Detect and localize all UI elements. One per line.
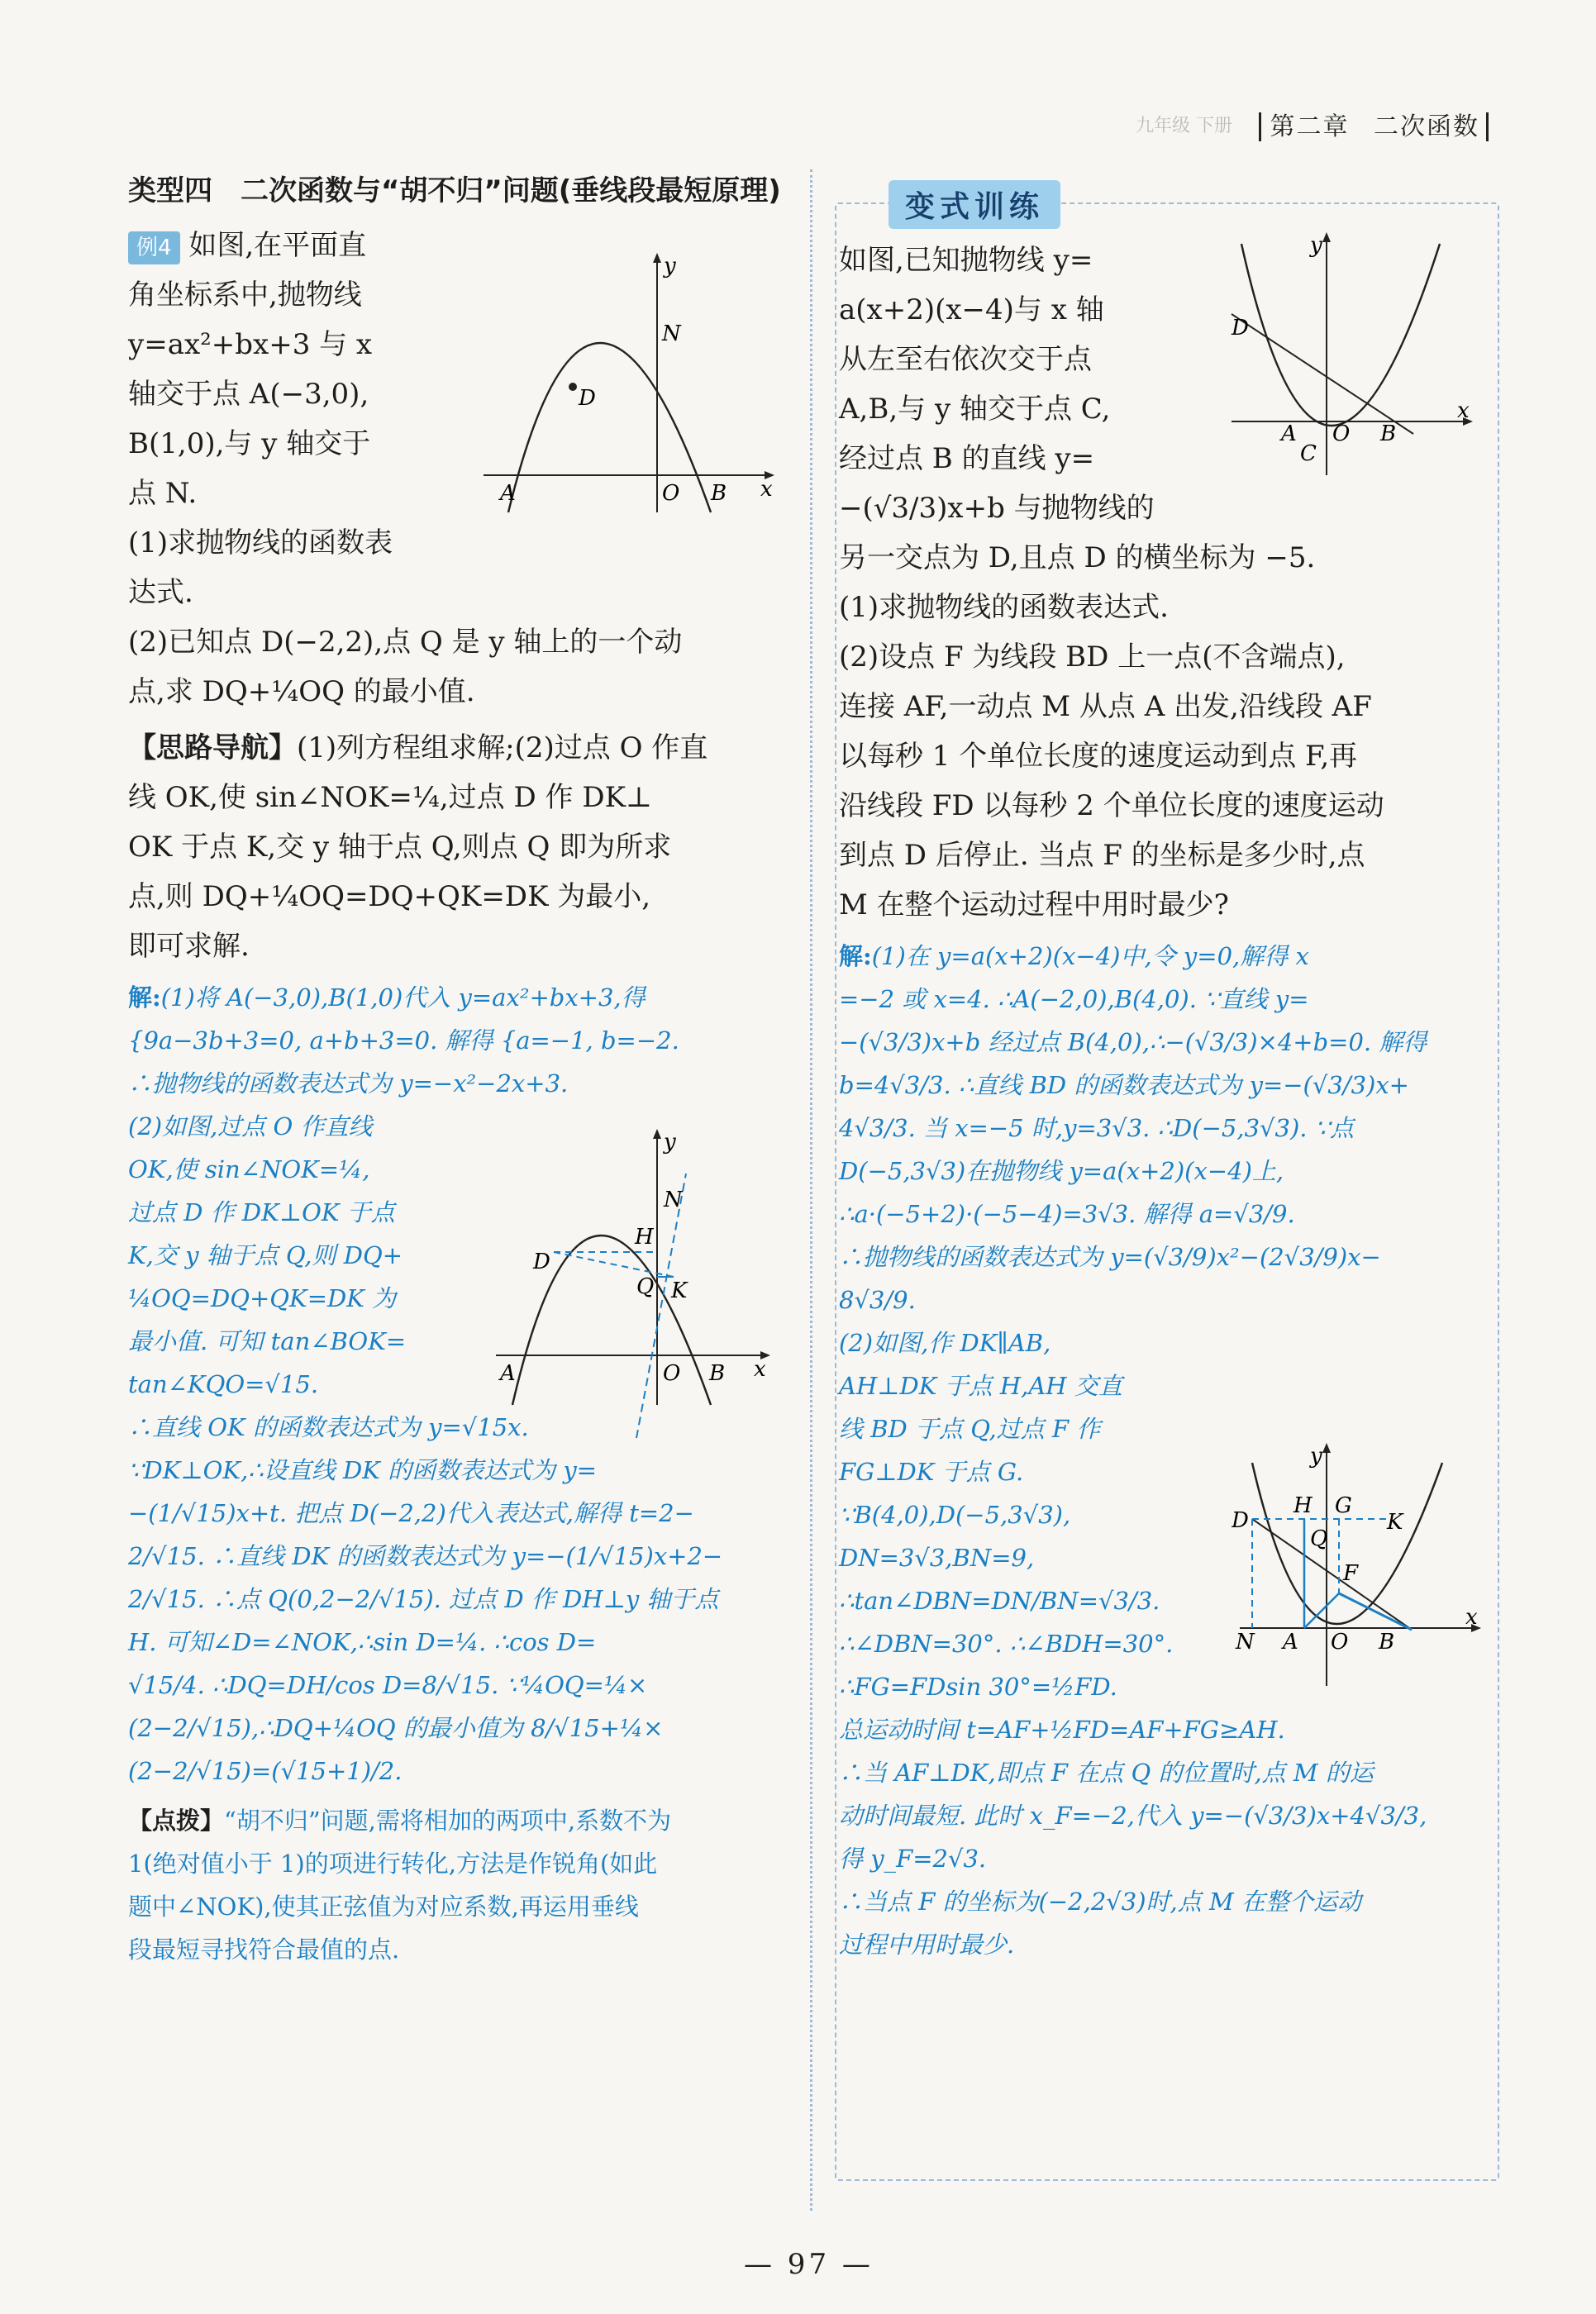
problem-line: 角坐标系中,抛物线 — [128, 279, 362, 312]
fig3-label-B: B — [1380, 421, 1397, 446]
tip-section — [128, 1799, 781, 1971]
fig3-label-O: O — [1332, 421, 1351, 446]
fig2-label-A: A — [500, 1361, 516, 1386]
variant-solution-line: 过程中用时最少. — [839, 1931, 1015, 1959]
variant-problem-line: (1)求抛物线的函数表达式. — [839, 591, 1169, 624]
example-badge: 例4 — [128, 231, 180, 264]
type-title: 类型四 二次函数与“胡不归”问题(垂线段最短原理) — [128, 174, 781, 207]
problem-line: (2)已知点 D(−2,2),点 Q 是 y 轴上的一个动 — [128, 626, 683, 659]
variant-solution-line: −(√3/3)x+b 经过点 B(4,0),∴−(√3/3)×4+b=0. 解得 — [839, 1028, 1427, 1056]
solution-line: ¼OQ=DQ+QK=DK 为 — [128, 1284, 397, 1312]
variant-solution-line: ∵B(4,0),D(−5,3√3), — [839, 1501, 1071, 1529]
figure-2-construction — [488, 1124, 785, 1446]
variant-problem-line: −(√3/3)x+b 与抛物线的 — [839, 492, 1155, 525]
fig2-label-D: D — [533, 1250, 550, 1274]
variant-problem-line: A,B,与 y 轴交于点 C, — [839, 393, 1111, 426]
variant-solution-line: ∴抛物线的函数表达式为 y=(√3/9)x²−(2√3/9)x− — [839, 1243, 1381, 1271]
problem-line: 点,求 DQ+¼OQ 的最小值. — [128, 675, 475, 708]
column-divider — [810, 169, 812, 2211]
tip-line: 段最短寻找符合最值的点. — [128, 1935, 400, 1964]
variant-problem-line: 如图,已知抛物线 y= — [839, 244, 1093, 277]
variant-solution-line: b=4√3/3. ∴直线 BD 的函数表达式为 y=−(√3/3)x+ — [839, 1071, 1409, 1099]
figure-3-parabola — [1223, 227, 1488, 483]
fig4-label-G: G — [1335, 1493, 1352, 1518]
solution-line: ∵DK⊥OK,∴设直线 DK 的函数表达式为 y= — [128, 1456, 598, 1484]
problem-line: B(1,0),与 y 轴交于 — [128, 427, 371, 460]
variant-problem-line: a(x+2)(x−4)与 x 轴 — [839, 293, 1104, 326]
solution-line: 最小值. 可知 tan∠BOK= — [128, 1327, 407, 1355]
fig2-label-B: B — [709, 1361, 726, 1386]
variant-solution-line: ∴∠DBN=30°. ∴∠BDH=30°. — [839, 1630, 1174, 1658]
figure-1-parabola — [475, 248, 789, 521]
solution-line: (2)如图,过点 O 作直线 — [128, 1112, 373, 1140]
variant-solution-line: AH⊥DK 于点 H,AH 交直 — [839, 1372, 1122, 1400]
variant-solution-line: ∴当 AF⊥DK,即点 F 在点 Q 的位置时,点 M 的运 — [839, 1759, 1374, 1787]
variant-solution-line: D(−5,3√3)在抛物线 y=a(x+2)(x−4)上, — [839, 1157, 1284, 1185]
variant-problem-line: 到点 D 后停止. 当点 F 的坐标是多少时,点 — [839, 839, 1365, 872]
solution-line: H. 可知∠D=∠NOK,∴sin D=¼. ∴cos D= — [128, 1628, 597, 1656]
variant-problem-line: 经过点 B 的直线 y= — [839, 442, 1095, 475]
solution-line: tan∠KQO=√15. — [128, 1370, 319, 1398]
variant-problem-line: 沿线段 FD 以每秒 2 个单位长度的速度运动 — [839, 789, 1384, 822]
fig2-label-Q: Q — [636, 1274, 655, 1299]
variant-solution-line: =−2 或 x=4. ∴A(−2,0),B(4,0). ∵直线 y= — [839, 985, 1309, 1013]
solution-line: ∴抛物线的函数表达式为 y=−x²−2x+3. — [128, 1069, 569, 1097]
solution-line: 过点 D 作 DK⊥OK 于点 — [128, 1198, 395, 1226]
fig2-label-x: x — [754, 1357, 766, 1382]
fig1-label-O: O — [662, 481, 680, 506]
variant-problem-line: 从左至右依次交于点 — [839, 343, 1092, 376]
chapter-label: 第二章 — [1259, 112, 1349, 141]
variant-solution-line: ∴当点 F 的坐标为(−2,2√3)时,点 M 在整个运动 — [839, 1888, 1361, 1916]
problem-line: 点 N. — [128, 477, 198, 510]
variant-solution-line: 得 y_F=2√3. — [839, 1845, 987, 1873]
variant-problem-line: M 在整个运动过程中用时最少? — [839, 888, 1229, 921]
fig3-label-A: A — [1281, 421, 1297, 446]
guide-line: 点,则 DQ+¼OQ=DQ+QK=DK 为最小, — [128, 880, 651, 913]
fig2-label-K: K — [671, 1278, 688, 1303]
fig4-label-y: y — [1310, 1444, 1322, 1469]
fig1-label-A: A — [500, 481, 516, 506]
fig4-label-x: x — [1465, 1605, 1478, 1630]
variant-solution-line: DN=3√3,BN=9, — [839, 1544, 1035, 1572]
guide-line: 即可求解. — [128, 930, 250, 963]
fig1-label-D: D — [579, 386, 596, 411]
fig3-label-x: x — [1457, 398, 1470, 423]
fig3-label-y: y — [1310, 233, 1322, 258]
solution-line: (1)将 A(−3,0),B(1,0)代入 y=ax²+bx+3,得 — [160, 983, 646, 1012]
fig1-label-y: y — [664, 254, 676, 279]
guide-line: OK 于点 K,交 y 轴于点 Q,则点 Q 即为所求 — [128, 831, 672, 864]
problem-line: 达式. — [128, 576, 193, 609]
solution-line: ∴直线 OK 的函数表达式为 y=√15x. — [128, 1413, 529, 1441]
solution-line: (2−2/√15),∴DQ+¼OQ 的最小值为 8/√15+¼× — [128, 1714, 664, 1742]
fig4-label-K: K — [1387, 1510, 1403, 1535]
variant-solution-line: ∴a·(−5+2)·(−5−4)=3√3. 解得 a=√3/9. — [839, 1200, 1295, 1228]
variant-problem-line: 以每秒 1 个单位长度的速度运动到点 F,再 — [839, 740, 1358, 773]
solution-line: −(1/√15)x+t. 把点 D(−2,2)代入表达式,解得 t=2− — [128, 1499, 694, 1527]
guide-label: 【思路导航】 — [128, 731, 297, 764]
variant-solution-line: 动时间最短. 此时 x_F=−2,代入 y=−(√3/3)x+4√3/3, — [839, 1802, 1427, 1830]
variant-solution-line: FG⊥DK 于点 G. — [839, 1458, 1024, 1486]
variant-solution-line: (2)如图,作 DK∥AB, — [839, 1329, 1051, 1357]
variant-solution-line: 8√3/9. — [839, 1286, 916, 1314]
chapter-title: 二次函数 — [1374, 112, 1489, 141]
chapter-header — [1259, 106, 1489, 142]
fig1-label-B: B — [711, 481, 727, 506]
solution-line: {9a−3b+3=0, a+b+3=0. 解得 {a=−1, b=−2. — [128, 1026, 679, 1055]
fig1-label-N: N — [662, 321, 681, 346]
fig4-label-N: N — [1236, 1630, 1255, 1655]
variant-solution-line: 总运动时间 t=AF+½FD=AF+FG≥AH. — [839, 1716, 1285, 1744]
variant-solution-label: 解: — [839, 942, 872, 970]
problem-line: 如图,在平面直 — [188, 229, 367, 262]
solution-line: (2−2/√15)=(√15+1)/2. — [128, 1757, 403, 1785]
problem-line: y=ax²+bx+3 与 x — [128, 328, 373, 361]
fig3-label-D: D — [1232, 316, 1249, 340]
tip-line: 1(绝对值小于 1)的项进行转化,方法是作锐角(如此 — [128, 1850, 658, 1878]
tip-line: “胡不归”问题,需将相加的两项中,系数不为 — [224, 1807, 672, 1835]
variant-solution-line: 线 BD 于点 Q,过点 F 作 — [839, 1415, 1101, 1443]
solution-line: √15/4. ∴DQ=DH/cos D=8/√15. ∵¼OQ=¼× — [128, 1671, 648, 1699]
tip-line: 题中∠NOK),使其正弦值为对应系数,再运用垂线 — [128, 1893, 639, 1921]
page-number: — 97 — — [744, 2248, 874, 2281]
variant-problem-line: 连接 AF,一动点 M 从点 A 出发,沿线段 AF — [839, 690, 1372, 723]
variant-solution-line: 4√3/3. 当 x=−5 时,y=3√3. ∴D(−5,3√3). ∵点 — [839, 1114, 1355, 1142]
solution-label: 解: — [128, 983, 161, 1012]
fig4-label-O: O — [1331, 1630, 1349, 1655]
problem-line: 轴交于点 A(−3,0), — [128, 378, 369, 411]
fig2-label-N: N — [664, 1188, 683, 1212]
faint-header-text: 九年级 下册 — [1136, 116, 1232, 136]
fig2-label-O: O — [663, 1361, 681, 1386]
fig4-label-D: D — [1232, 1508, 1249, 1533]
fig3-label-C: C — [1300, 441, 1317, 466]
variant-solution-line: ∴FG=FDsin 30°=½FD. — [839, 1673, 1117, 1701]
variant-problem-line: 另一交点为 D,且点 D 的横坐标为 −5. — [839, 541, 1316, 574]
variant-problem-line: (2)设点 F 为线段 BD 上一点(不含端点), — [839, 640, 1346, 674]
fig4-label-B: B — [1379, 1630, 1395, 1655]
problem-line: (1)求抛物线的函数表 — [128, 526, 393, 559]
figure-4-construction — [1232, 1438, 1496, 1694]
fig4-label-Q: Q — [1310, 1526, 1328, 1551]
solution-line: 2/√15. ∴点 Q(0,2−2/√15). 过点 D 作 DH⊥y 轴于点 — [128, 1585, 719, 1613]
fig2-label-H: H — [635, 1225, 654, 1250]
fig1-label-x: x — [760, 477, 773, 502]
solution-line: OK,使 sin∠NOK=¼, — [128, 1155, 370, 1183]
variant-solution-line: ∴tan∠DBN=DN/BN=√3/3. — [839, 1587, 1160, 1615]
guide-line: (1)列方程组求解;(2)过点 O 作直 — [297, 731, 708, 764]
solution-line: K,交 y 轴于点 Q,则 DQ+ — [128, 1241, 403, 1269]
tip-label: 【点拨】 — [128, 1807, 225, 1835]
fig4-label-H: H — [1293, 1493, 1313, 1518]
fig4-label-A: A — [1283, 1630, 1298, 1655]
guide-section — [128, 723, 781, 971]
fig2-label-y: y — [664, 1130, 676, 1155]
fig4-label-F: F — [1343, 1561, 1359, 1586]
variant-solution-line: (1)在 y=a(x+2)(x−4)中,令 y=0,解得 x — [871, 942, 1309, 970]
solution-line: 2/√15. ∴直线 DK 的函数表达式为 y=−(1/√15)x+2− — [128, 1542, 723, 1570]
guide-line: 线 OK,使 sin∠NOK=¼,过点 D 作 DK⊥ — [128, 781, 652, 814]
right-column — [839, 236, 1492, 1966]
variant-training-title: 变式训练 — [889, 180, 1060, 229]
